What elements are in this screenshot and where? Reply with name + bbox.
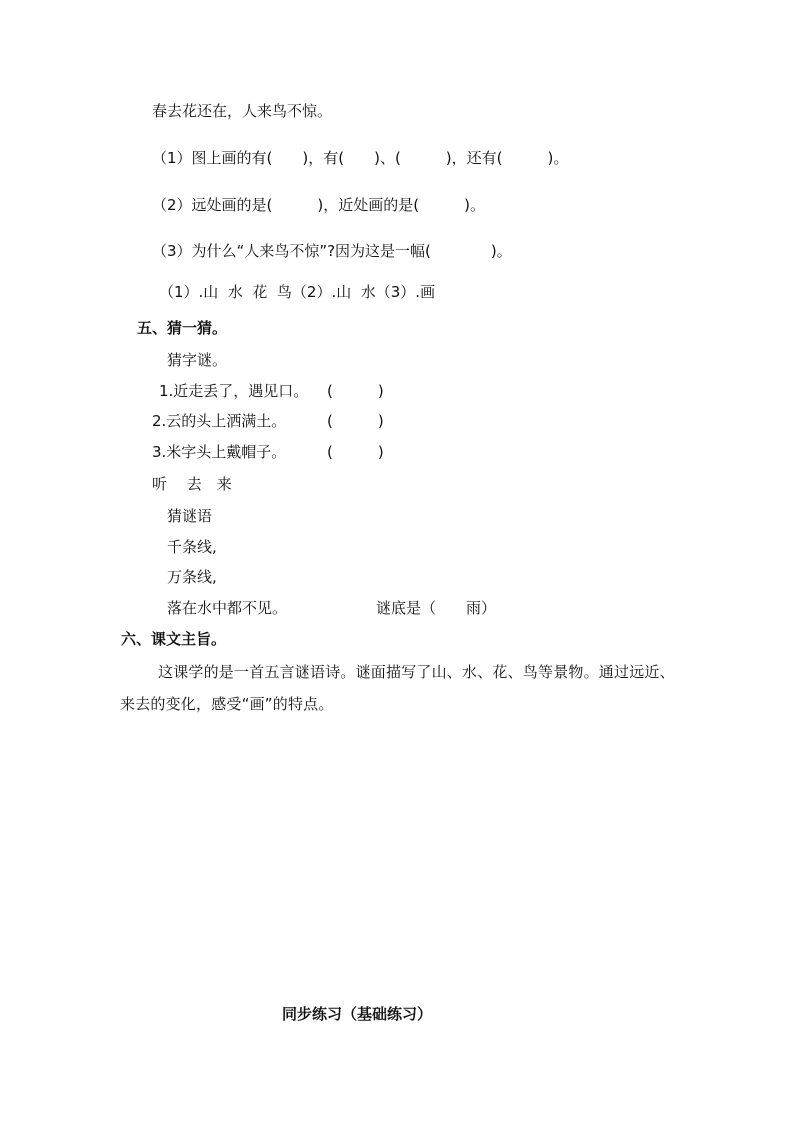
riddle-3-text: 3.米字头上戴帽子。 [152, 443, 287, 461]
riddle-2-text: 2.云的头上洒满土。 [152, 412, 287, 430]
riddle-1-text: 1.近走丢了，遇见口。 [159, 382, 309, 400]
proverb-title: 猜谜语 [167, 507, 213, 525]
answers-line: （1）.山 水 花 鸟（2）.山 水（3）.画 [159, 283, 436, 301]
poem-line: 春去花还在，人来鸟不惊。 [152, 102, 333, 120]
section-6-body: 这课学的是一首五言谜语诗。谜面描写了山、水、花、鸟等景物。通过远近、来去的变化，感受“画”的特点。 [120, 663, 675, 713]
section-5-title: 五、猜一猜。 [137, 319, 228, 337]
question-2: （2）远处画的是( )，近处画的是( )。 [152, 196, 485, 214]
proverb-line-1: 千条线, [167, 538, 217, 556]
proverb-line-3: 落在水中都不见。 [167, 599, 288, 617]
riddle-answers: 听 去 来 [152, 475, 232, 493]
riddle-3-blank: ( ) [327, 443, 384, 461]
question-1: （1）图上画的有( )，有( )、( )，还有( )。 [152, 149, 569, 167]
footer-title: 同步练习（基础练习） [282, 1005, 433, 1023]
section-6-title: 六、课文主旨。 [121, 630, 227, 648]
riddle-2-blank: ( ) [327, 412, 384, 430]
proverb-answer: 谜底是（ 雨） [376, 599, 497, 617]
proverb-line-2: 万条线, [167, 568, 217, 586]
question-3: （3）为什么“人来鸟不惊”?因为这是一幅( )。 [152, 242, 512, 260]
riddle-subtitle: 猜字谜。 [167, 351, 228, 369]
riddle-1-blank: ( ) [327, 382, 384, 400]
